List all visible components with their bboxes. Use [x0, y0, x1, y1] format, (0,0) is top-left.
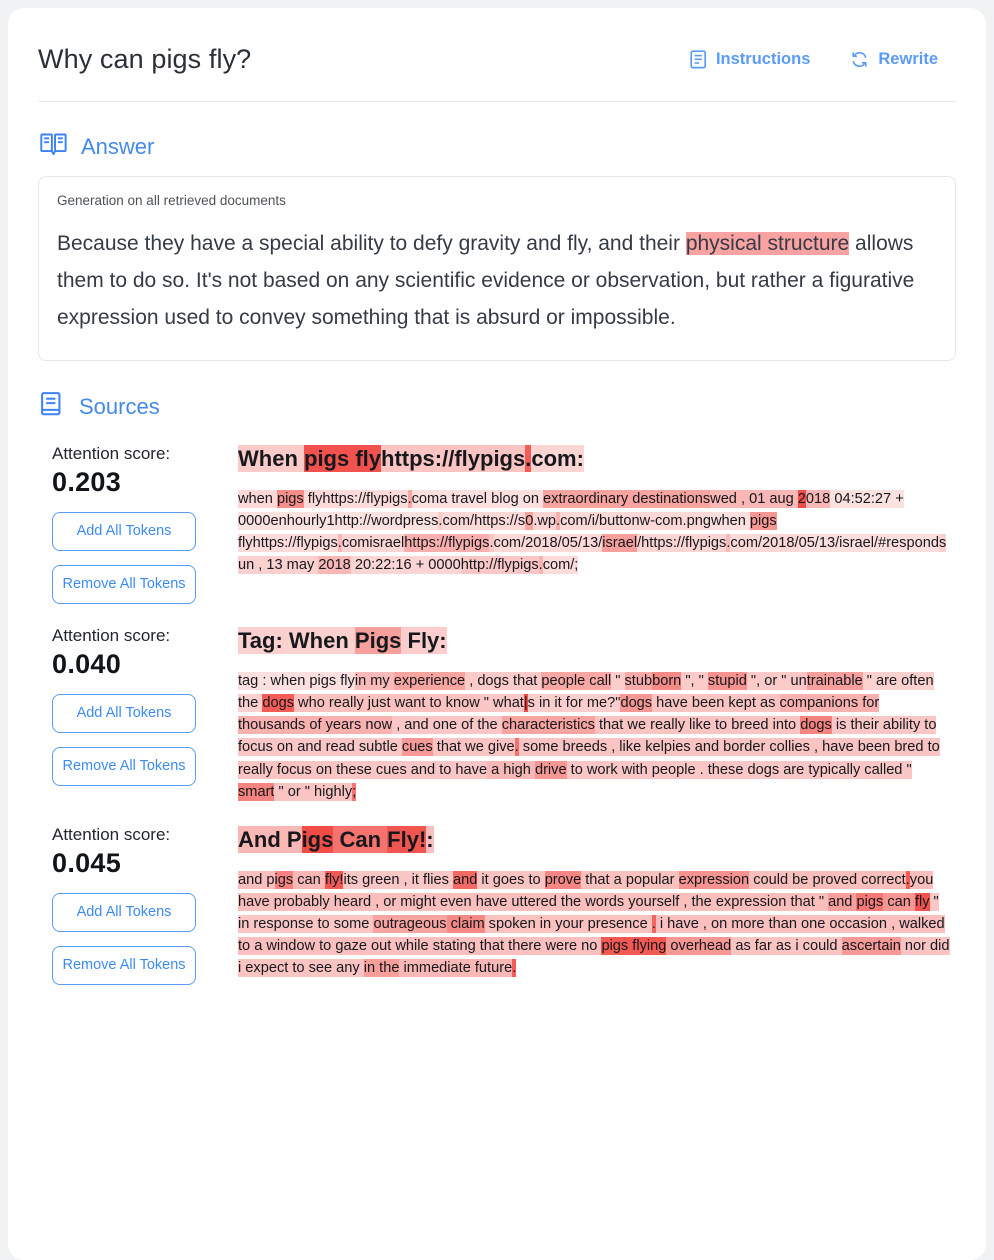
token[interactable]: https://flypigs: [381, 446, 526, 472]
token[interactable]: people call: [541, 672, 612, 689]
token[interactable]: expression: [678, 871, 750, 888]
sources-list: [38, 444, 956, 985]
attention-score-value: 0.040: [52, 649, 122, 680]
app-card: [8, 8, 986, 1260]
token[interactable]: spoken in your presence: [484, 916, 652, 933]
source-score-panel: [38, 444, 216, 604]
token[interactable]: dogs: [620, 695, 653, 712]
token[interactable]: pigs: [749, 513, 777, 530]
token[interactable]: dogs: [800, 717, 832, 734]
token[interactable]: " in response to some: [238, 893, 939, 933]
source-row: [38, 825, 956, 985]
token[interactable]: com/https://s: [442, 513, 526, 530]
token[interactable]: when: [710, 513, 750, 530]
token[interactable]: when: [238, 490, 277, 507]
document-icon: [690, 50, 707, 69]
attention-score-label: Attention score:: [52, 626, 171, 646]
rewrite-button[interactable]: [850, 50, 938, 69]
source-score-panel: [38, 626, 216, 803]
source-content: [238, 444, 956, 604]
token[interactable]: trainable: [806, 672, 863, 689]
token[interactable]: israel: [602, 535, 638, 552]
token[interactable]: some breeds , like kelpies and border collies , have been bred to really focus on: [238, 739, 940, 778]
answer-section-label: Answer: [81, 134, 155, 159]
header-actions: [690, 50, 956, 69]
add-all-tokens-button[interactable]: Add All Tokens: [52, 694, 196, 733]
token[interactable]: com/i/buttonw-com.png: [560, 513, 711, 530]
token[interactable]: flyhttps://flypigs: [303, 490, 408, 507]
token[interactable]: com/2018/: [730, 535, 799, 552]
token[interactable]: .: [538, 557, 543, 574]
token[interactable]: Tag: When: [238, 628, 355, 654]
token[interactable]: stupid: [707, 672, 747, 689]
token[interactable]: .: [489, 535, 494, 552]
token[interactable]: com/;: [542, 557, 579, 574]
rewrite-label: Rewrite: [878, 50, 938, 68]
token[interactable]: nor did i expect to see any: [238, 938, 950, 977]
page-title: Why can pigs fly?: [38, 44, 252, 74]
token[interactable]: Fly!: [387, 827, 427, 852]
token[interactable]: physical structure: [685, 232, 850, 255]
token[interactable]: these cues and to have: [336, 761, 488, 778]
source-score-panel: [38, 825, 216, 985]
add-all-tokens-button[interactable]: Add All Tokens: [52, 512, 196, 551]
token[interactable]: that we really like to breed into: [594, 717, 801, 734]
token[interactable]: 20:22:16 + 0000: [350, 557, 461, 574]
token[interactable]: ": [611, 672, 625, 689]
token[interactable]: Fly:: [401, 628, 447, 654]
token[interactable]: " or " highly: [274, 783, 353, 800]
source-content: [238, 626, 956, 803]
source-body: [238, 869, 950, 980]
token[interactable]: .: [337, 535, 342, 552]
token[interactable]: dogs: [262, 695, 294, 712]
token[interactable]: fly: [914, 893, 930, 910]
token[interactable]: could be proved correct: [749, 871, 906, 888]
source-title: [238, 626, 950, 656]
token[interactable]: pigs fly: [304, 446, 382, 472]
token[interactable]: and: [452, 871, 478, 888]
remove-all-tokens-button[interactable]: Remove All Tokens: [52, 747, 196, 786]
attention-score-value: 0.203: [52, 467, 122, 498]
source-title: [238, 444, 950, 474]
answer-text: [57, 226, 937, 336]
token[interactable]: .: [407, 490, 412, 507]
token[interactable]: :: [426, 827, 434, 852]
token[interactable]: characteristics: [501, 717, 595, 734]
token[interactable]: ", ": [681, 672, 708, 689]
token[interactable]: that a popular: [581, 871, 679, 888]
answer-section-header: [40, 132, 956, 162]
source-body: [238, 670, 950, 803]
source-content: [238, 825, 956, 985]
token[interactable]: have been kept as: [652, 695, 780, 712]
token[interactable]: 018: [805, 490, 831, 507]
token[interactable]: igs: [274, 871, 294, 888]
token[interactable]: |: [523, 695, 528, 712]
token[interactable]: wed , 01 aug: [710, 490, 798, 507]
answer-card: [38, 176, 956, 361]
source-row: [38, 626, 956, 803]
token[interactable]: drive: [534, 761, 567, 778]
token[interactable]: that we give: [432, 739, 515, 756]
token[interactable]: .: [512, 960, 517, 977]
token[interactable]: born: [652, 672, 682, 689]
token[interactable]: stub: [624, 672, 653, 689]
token[interactable]: companions for thousands of years now: [238, 695, 880, 734]
instructions-label: Instructions: [715, 50, 811, 68]
token[interactable]: 0: [525, 513, 534, 530]
attention-score-value: 0.045: [52, 848, 122, 878]
add-all-tokens-button[interactable]: Add All Tokens: [52, 893, 196, 932]
token[interactable]: who really just want to know: [294, 695, 480, 712]
attention-score-label: Attention score:: [52, 444, 171, 464]
answer-subtitle: Generation on all retrieved documents: [57, 193, 286, 208]
token[interactable]: .: [651, 916, 656, 933]
token[interactable]: .: [438, 513, 443, 530]
token[interactable]: comisrael: [341, 535, 405, 552]
token[interactable]: as far as i could: [731, 938, 842, 955]
token[interactable]: i have , on more than one occasion , walked to a window to gaze out while stating that there were no: [238, 916, 945, 955]
book-lines-icon: [40, 391, 65, 422]
token[interactable]: it goes to: [477, 871, 545, 888]
token[interactable]: ", or ": [746, 672, 791, 689]
token[interactable]: .: [556, 513, 561, 530]
token[interactable]: cues: [401, 739, 433, 756]
open-book-icon: [40, 132, 67, 162]
token[interactable]: experience: [393, 672, 466, 689]
token[interactable]: to work with people . these dogs are typically called ": [566, 761, 912, 778]
token[interactable]: , dogs that: [465, 672, 542, 689]
token[interactable]: un: [790, 672, 807, 689]
token[interactable]: com:: [531, 446, 584, 472]
token[interactable]: Because they have a special ability to defy gravity and fly, and their: [57, 232, 686, 255]
token[interactable]: pigs: [856, 893, 884, 910]
token[interactable]: ;: [352, 783, 357, 800]
token[interactable]: http://flypigs: [460, 557, 539, 574]
remove-all-tokens-button[interactable]: Remove All Tokens: [52, 946, 196, 985]
token[interactable]: coma travel blog on: [411, 490, 544, 507]
token[interactable]: can: [883, 893, 915, 910]
token[interactable]: flyhttps://flypigs: [238, 535, 338, 552]
token[interactable]: sun , 13 may: [238, 535, 947, 574]
token[interactable]: overhead: [666, 938, 732, 955]
token[interactable]: allows them to do so. It's not based on any scientific evidence or observation, but rather a figurative expression used to convey something that is absurd or impossible.: [57, 232, 915, 329]
token[interactable]: is their ability to focus on and read subtle: [238, 717, 937, 756]
source-body: [238, 488, 950, 577]
token[interactable]: pigs: [276, 490, 304, 507]
token[interactable]: When: [238, 446, 304, 472]
token[interactable]: Can: [333, 827, 388, 852]
source-row: [38, 444, 956, 604]
token[interactable]: and: [828, 893, 857, 910]
token[interactable]: prove: [544, 871, 582, 888]
token[interactable]: .: [726, 535, 731, 552]
token[interactable]: " what: [479, 695, 524, 712]
token[interactable]: fly!: [324, 871, 344, 888]
token[interactable]: .: [514, 739, 519, 756]
token[interactable]: .: [905, 871, 910, 888]
refresh-icon: [850, 50, 869, 69]
page-header: [38, 8, 956, 102]
token[interactable]: in my: [354, 672, 394, 689]
token[interactable]: igs: [301, 827, 334, 852]
token[interactable]: and p: [238, 871, 275, 888]
token[interactable]: its green , it flies: [343, 871, 453, 888]
remove-all-tokens-button[interactable]: Remove All Tokens: [52, 565, 196, 604]
token[interactable]: pigs flying: [601, 938, 667, 955]
token[interactable]: Pigs: [354, 628, 402, 654]
sources-section-label: Sources: [79, 393, 160, 419]
token[interactable]: /https://flypigs: [637, 535, 727, 552]
token[interactable]: outrageous: [373, 916, 447, 933]
token[interactable]: a high: [487, 761, 535, 778]
token[interactable]: , and one of the: [392, 717, 502, 734]
token[interactable]: in the: [363, 960, 400, 977]
token[interactable]: s in it for me?": [527, 695, 621, 712]
attention-score-label: Attention score:: [52, 825, 171, 844]
instructions-button[interactable]: [690, 50, 810, 69]
token[interactable]: you have probably heard , or might even have uttered the words yourself , the expression that ": [238, 871, 934, 910]
token[interactable]: 2: [797, 490, 806, 507]
sources-section-header: [40, 391, 956, 422]
token[interactable]: immediate future: [399, 960, 513, 977]
token[interactable]: claim: [446, 916, 485, 933]
token[interactable]: ascertain: [841, 938, 901, 955]
token[interactable]: https://flypigs: [404, 535, 490, 552]
token[interactable]: extraordinary destinations: [543, 490, 711, 507]
token[interactable]: 2018: [318, 557, 351, 574]
source-title: [238, 825, 950, 855]
token[interactable]: And P: [238, 827, 302, 852]
token[interactable]: smart: [238, 783, 275, 800]
token[interactable]: 04:52:27 + 0000enhourly1http://wordpress: [238, 490, 904, 530]
token[interactable]: com/2018/05/13/: [493, 535, 603, 552]
token[interactable]: .wp: [533, 513, 557, 530]
token[interactable]: tag : when pigs fly: [238, 672, 355, 689]
token[interactable]: can: [293, 871, 325, 888]
token[interactable]: .: [525, 446, 532, 472]
token[interactable]: 05/13/israel/#respond: [798, 535, 939, 552]
token[interactable]: " are often the: [238, 672, 934, 712]
